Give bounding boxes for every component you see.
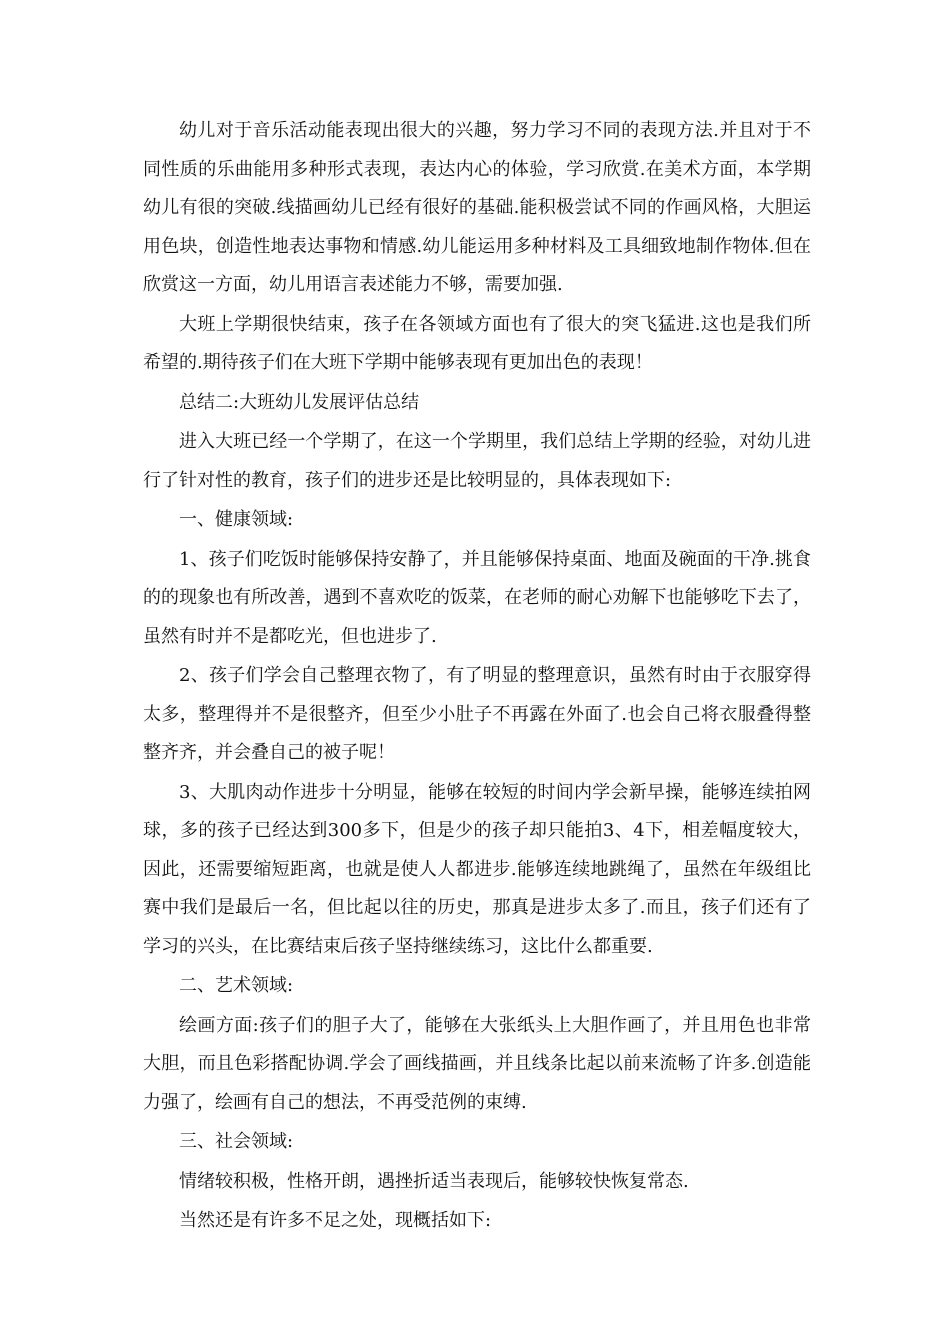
paragraph-health-item-1: 1、孩子们吃饭时能够保持安静了，并且能够保持桌面、地面及碗面的干净.挑食的的现象也有所改善，遇到不喜欢吃的饭菜，在老师的耐心劝解下也能够吃下去了，虽然有时并不是都吃光，但也进步了. xyxy=(143,548,811,647)
heading-health-domain: 一、健康领域: xyxy=(179,509,294,530)
paragraph-drawing: 绘画方面:孩子们的胆子大了，能够在大张纸头上大胆作画了，并且用色也非常大胆，而且色彩搭配协调.学会了画线描画，并且线条比起以前来流畅了许多.创造能力强了，绘画有自己的想法，不再受范例的束缚. xyxy=(143,1014,811,1113)
paragraph-health-item-3: 3、大肌肉动作进步十分明显，能够在较短的时间内学会新早操，能够连续拍网球，多的孩子已经达到300多下，但是少的孩子却只能拍3、4下，相差幅度较大，因此，还需要缩短距离，也就是使人人都进步.能够连续地跳绳了，虽然在年级组比赛中我们是最后一名，但比起以往的历史，那真是进步太多了.而且，孩子们还有了学习的兴头，在比赛结束后孩子坚持继续练习，这比什么都重要. xyxy=(143,781,811,957)
paragraph-intro: 进入大班已经一个学期了，在这一个学期里，我们总结上学期的经验，对幼儿进行了针对性的教育，孩子们的进步还是比较明显的，具体表现如下: xyxy=(143,431,811,491)
heading-social-domain: 三、社会领域: xyxy=(179,1131,294,1152)
paragraph-term-end: 大班上学期很快结束，孩子在各领域方面也有了很大的突飞猛进.这也是我们所希望的.期待孩子们在大班下学期中能够表现有更加出色的表现！ xyxy=(143,313,811,373)
paragraph-shortcomings: 当然还是有许多不足之处，现概括如下: xyxy=(179,1210,492,1231)
paragraph-emotion: 情绪较积极，性格开朗，遇挫折适当表现后，能够较快恢复常态. xyxy=(179,1170,689,1192)
section-heading-summary-two: 总结二:大班幼儿发展评估总结 xyxy=(179,391,420,413)
paragraph-health-item-2: 2、孩子们学会自己整理衣物了，有了明显的整理意识，虽然有时由于衣服穿得太多，整理得并不是很整齐，但至少小肚子不再露在外面了.也会自己将衣服叠得整整齐齐，并会叠自己的被子呢！ xyxy=(143,665,811,763)
document-body xyxy=(143,112,811,1241)
paragraph-music-art: 幼儿对于音乐活动能表现出很大的兴趣，努力学习不同的表现方法.并且对于不同性质的乐曲能用多种形式表现，表达内心的体验，学习欣赏.在美术方面，本学期幼儿有很的突破.线描画幼儿已经有很好的基础.能积极尝试不同的作画风格，大胆运用色块，创造性地表达事物和情感.幼儿能运用多种材料及工具细致地制作物体.但在欣赏这一方面，幼儿用语言表述能力不够，需要加强. xyxy=(143,120,811,295)
heading-art-domain: 二、艺术领域: xyxy=(179,975,294,996)
